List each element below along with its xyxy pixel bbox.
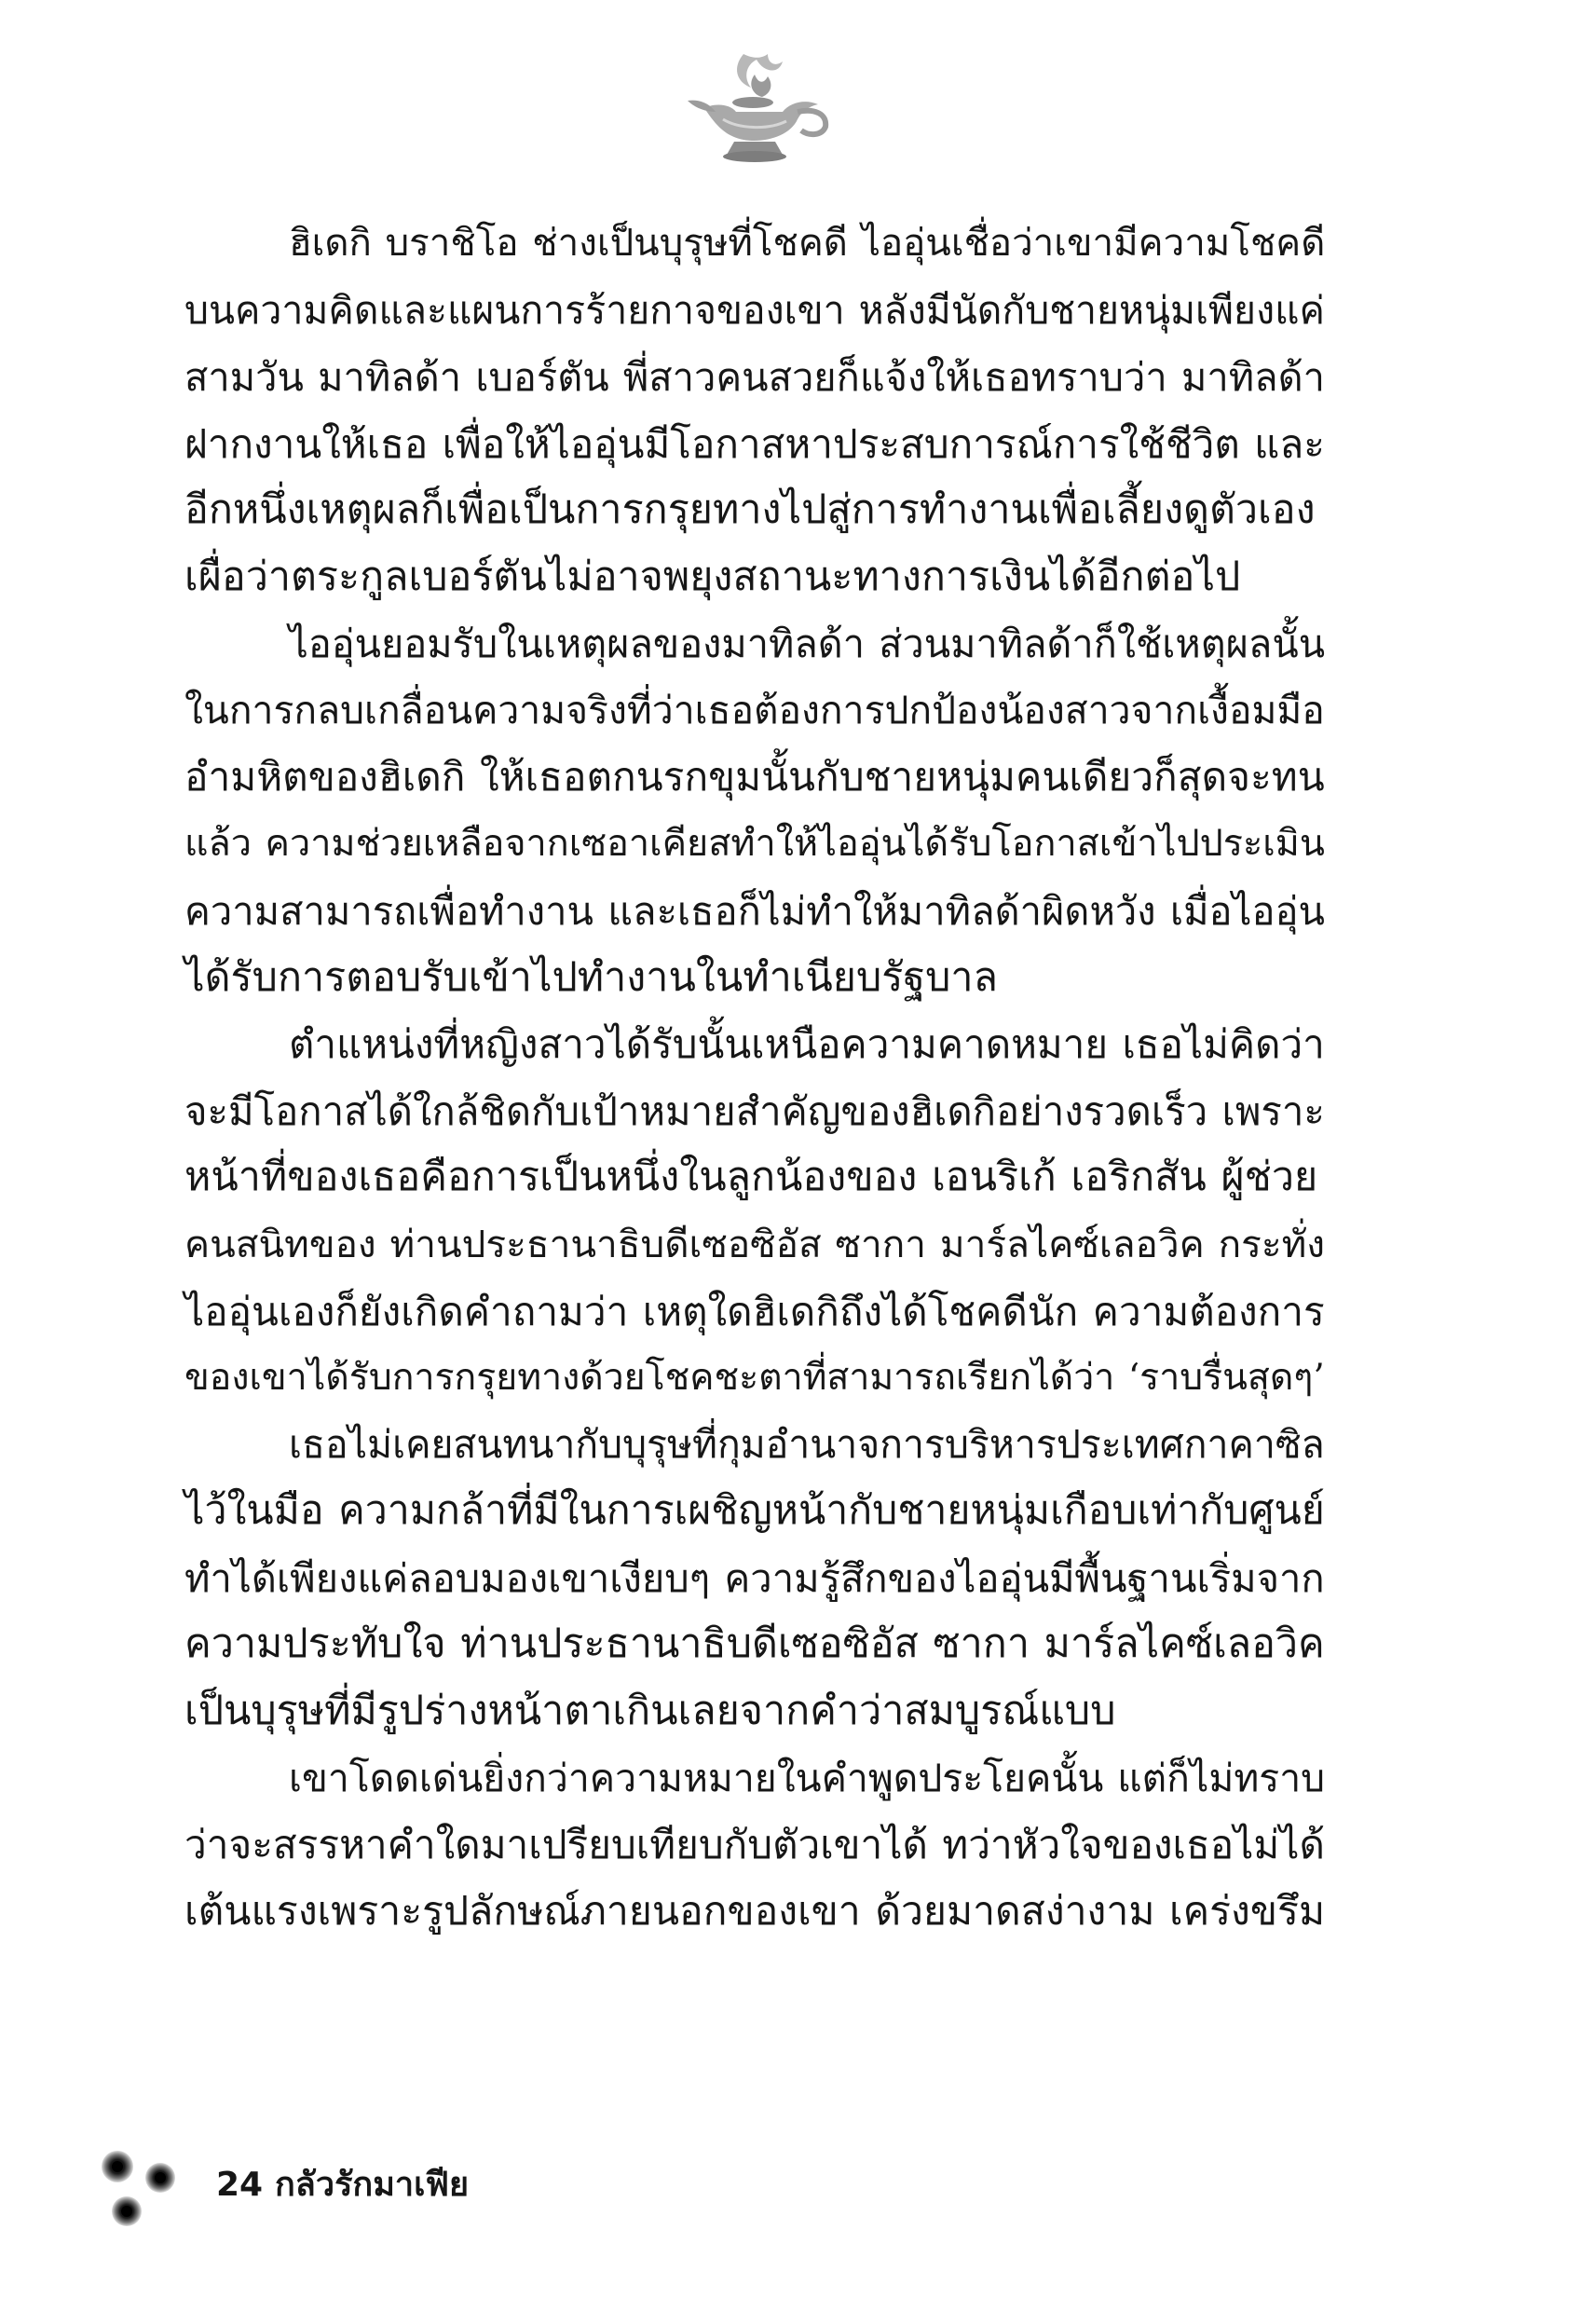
text-line: เต้นแรงเพราะรูปลักษณ์ภายนอกของเขา ด้วยมาดสง่างาม เคร่งขรึม — [184, 1887, 1326, 1935]
text-line: หน้าที่ของเธอคือการเป็นหนึ่งในลูกน้องของ เอนริเก้ เอริกสัน ผู้ช่วย — [184, 1154, 1318, 1201]
text-line: ของเขาได้รับการกรุยทางด้วยโชคชะตาที่สามารถเรียกได้ว่า ‘ราบรื่นสุดๆ’ — [184, 1357, 1325, 1400]
text-line: ไออุ่นยอมรับในเหตุผลของมาทิลด้า ส่วนมาทิลด้าก็ใช้เหตุผลนั้น — [289, 621, 1326, 666]
text-line: คนสนิทของ ท่านประธานาธิบดีเซอซิอัส ซากา มาร์ลไคซ์เลอวิค กระทั่ง — [184, 1221, 1326, 1266]
body-text — [184, 211, 1325, 1945]
text-line: เป็นบุรุษที่มีรูปร่างหน้าตาเกินเลยจากคำว่าสมบูรณ์แบบ — [184, 1688, 1116, 1735]
text-line: สามวัน มาทิลด้า เบอร์ตัน พี่สาวคนสวยก็แจ้งให้เธอทราบว่า มาทิลด้า — [184, 354, 1325, 401]
text-line: ตำแหน่งที่หญิงสาวได้รับนั้นเหนือความคาดหมาย เธอไม่คิดว่า — [289, 1021, 1325, 1068]
text-line: เผื่อว่าตระกูลเบอร์ตันไม่อาจพยุงสถานะทางการเงินได้อีกต่อไป — [184, 553, 1241, 600]
text-line: อำมหิตของฮิเดกิ ให้เธอตกนรกขุมนั้นกับชายหนุ่มคนเดียวก็สุดจะทน — [184, 754, 1325, 800]
text-line: ฝากงานให้เธอ เพื่อให้ไออุ่นมีโอกาสหาประสบการณ์การใช้ชีวิต และ — [184, 420, 1325, 467]
genie-lamp-icon — [678, 47, 837, 168]
text-line: เขาโดดเด่นยิ่งกว่าความหมายในคำพูดประโยคนั้น แต่ก็ไม่ทราบ — [289, 1755, 1326, 1800]
text-line: จะมีโอกาสได้ใกล้ชิดกับเป้าหมายสำคัญของฮิเดกิอย่างรวดเร็ว เพราะ — [184, 1087, 1325, 1134]
paragraph — [184, 1011, 1325, 1412]
paragraph — [184, 211, 1325, 611]
paragraph — [184, 1745, 1325, 1946]
page-footer — [93, 2139, 652, 2232]
text-line: ไว้ในมือ ความกล้าที่มีในการเผชิญหน้ากับชายหนุ่มเกือบเท่ากับศูนย์ — [184, 1487, 1325, 1535]
text-line: ทำได้เพียงแค่ลอบมองเขาเงียบๆ ความรู้สึกของไออุ่นมีพื้นฐานเริ่มจาก — [184, 1554, 1325, 1601]
paragraph — [184, 611, 1325, 1012]
text-line: ความสามารถเพื่อทำงาน และเธอก็ไม่ทำให้มาทิลด้าผิดหวัง เมื่อไออุ่น — [184, 887, 1325, 934]
text-line: ความประทับใจ ท่านประธานาธิบดีเซอซิอัส ซากา มาร์ลไคซ์เลอวิค — [184, 1620, 1325, 1668]
text-line: ในการกลบเกลื่อนความจริงที่ว่าเธอต้องการปกป้องน้องสาวจากเงื้อมมือ — [184, 688, 1325, 733]
text-line: อีกหนึ่งเหตุผลก็เพื่อเป็นการกรุยทางไปสู่การทำงานเพื่อเลี้ยงดูตัวเอง — [184, 486, 1316, 534]
text-line: ฮิเดกิ บราชิโอ ช่างเป็นบุรุษที่โชคดี ไออุ่นเชื่อว่าเขามีความโชคดี — [289, 222, 1326, 265]
paragraph — [184, 1412, 1325, 1745]
text-line: เธอไม่เคยสนทนากับบุรุษที่กุมอำนาจการบริหารประเทศกาคาซิล — [289, 1421, 1325, 1467]
text-line: บนความคิดและแผนการร้ายกาจของเขา หลังมีนัดกับชายหนุ่มเพียงแค่ — [184, 287, 1325, 333]
book-title: กลัวรักมาเฟีย — [275, 2166, 470, 2204]
text-line: ได้รับการตอบรับเข้าไปทำงานในทำเนียบรัฐบาล — [184, 953, 998, 1001]
page-number: 24 — [216, 2166, 264, 2204]
text-line: ว่าจะสรรหาคำใดมาเปรียบเทียบกับตัวเขาได้ ทว่าหัวใจของเธอไม่ได้ — [184, 1822, 1325, 1868]
text-line: แล้ว ความช่วยเหลือจากเซอาเคียสทำให้ไออุ่นได้รับโอกาสเข้าไปประเมิน — [184, 822, 1325, 866]
bullet-holes-icon — [93, 2139, 196, 2232]
text-line: ไออุ่นเองก็ยังเกิดคำถามว่า เหตุใดฮิเดกิถึงได้โชคดีนัก ความต้องการ — [184, 1288, 1325, 1334]
